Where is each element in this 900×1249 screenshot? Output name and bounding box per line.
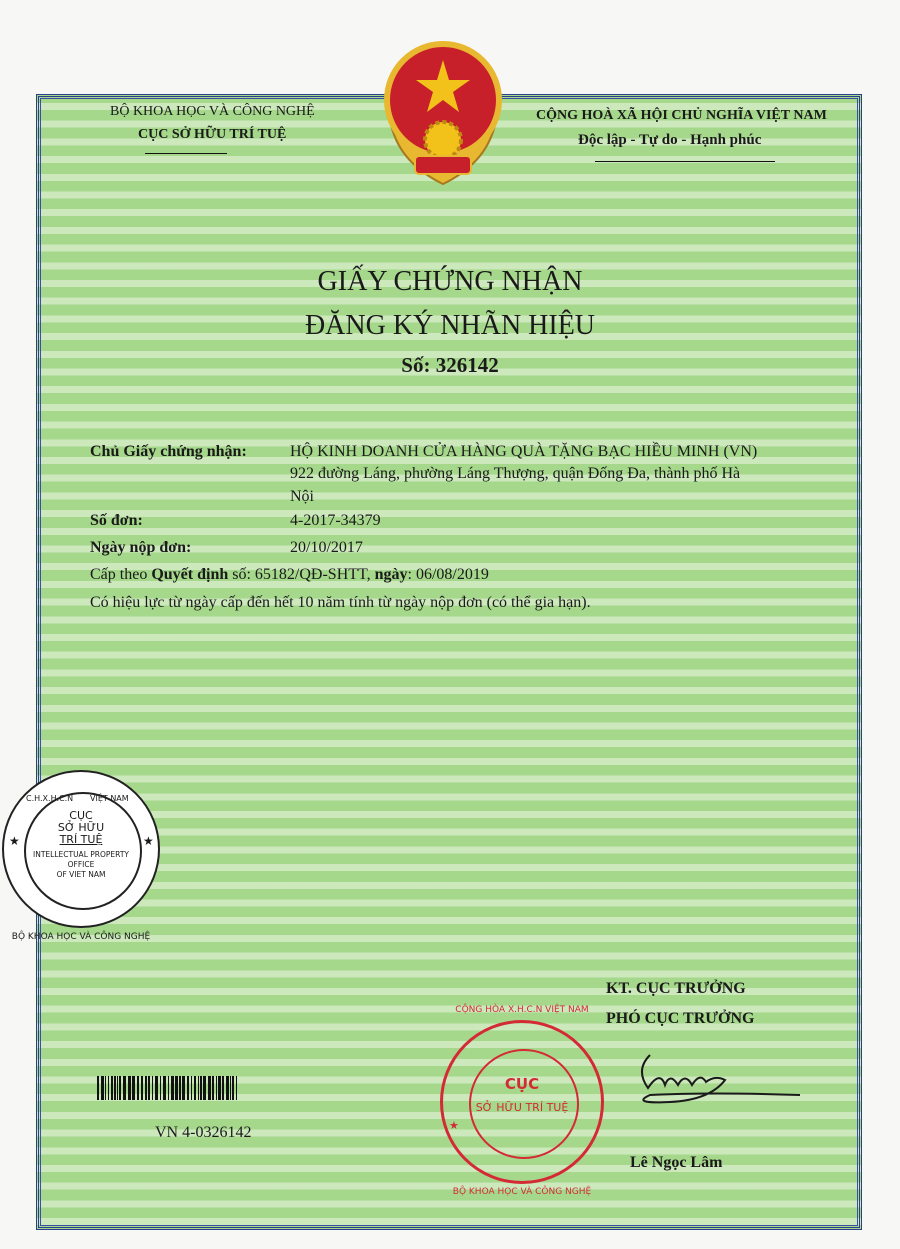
validity-text: Có hiệu lực từ ngày cấp đến hết 10 năm tính từ ngày nộp đơn (có thể gia hạn). bbox=[90, 594, 591, 611]
star-icon: ★ bbox=[143, 834, 154, 848]
barcode-bar bbox=[132, 1076, 135, 1100]
address-line-1: 922 đường Láng, phường Láng Thượng, quận Đống Đa, thành phố Hà bbox=[290, 465, 741, 482]
barcode-bar bbox=[191, 1076, 192, 1100]
star-icon: ★ bbox=[449, 1119, 459, 1132]
barcode-bar bbox=[137, 1076, 139, 1100]
seal-center-3: TRÍ TUỆ bbox=[59, 833, 103, 846]
barcode-bar bbox=[163, 1076, 166, 1100]
barcode-bar bbox=[105, 1076, 106, 1100]
barcode-bar bbox=[212, 1076, 214, 1100]
barcode-bar bbox=[168, 1076, 169, 1100]
barcode-bar bbox=[222, 1076, 224, 1100]
certificate-number: Số: 326142 bbox=[401, 353, 499, 377]
certificate-subtitle: ĐĂNG KÝ NHÃN HIỆU bbox=[304, 310, 596, 341]
national-motto: Độc lập - Tự do - Hạnh phúc bbox=[578, 132, 762, 148]
address-line-2: Nội bbox=[290, 488, 314, 505]
barcode-bar bbox=[200, 1076, 202, 1100]
seal-center-6: OF VIET NAM bbox=[56, 870, 106, 879]
holder-value: HỘ KINH DOANH CỬA HÀNG QUÀ TẶNG BẠC HIỀU MINH (VN) bbox=[290, 443, 758, 460]
barcode-bar bbox=[208, 1076, 211, 1100]
barcode-bar bbox=[171, 1076, 174, 1100]
barcode-bar bbox=[232, 1076, 234, 1100]
signature-title-1: KT. CỤC TRƯỞNG bbox=[606, 980, 746, 997]
seal-center-1: CỤC bbox=[69, 809, 93, 822]
barcode-bar bbox=[152, 1076, 153, 1100]
seal-top-right-text: VIỆT NAM bbox=[90, 794, 129, 803]
decision-date: : 06/08/2019 bbox=[407, 566, 489, 583]
red-seal-center-1: CỤC bbox=[504, 1075, 540, 1093]
motto-underline bbox=[595, 161, 775, 162]
red-seal-center-2: SỞ HỮU TRÍ TUỆ bbox=[475, 1101, 569, 1114]
decision-number: số: 65182/QĐ-SHTT, bbox=[228, 566, 375, 583]
barcode-bar bbox=[194, 1076, 196, 1100]
decision-label: Quyết định bbox=[151, 566, 229, 583]
signatory-name: Lê Ngọc Lâm bbox=[630, 1154, 723, 1171]
barcode-bar bbox=[182, 1076, 185, 1100]
national-emblem-icon bbox=[375, 36, 511, 188]
barcode-bar bbox=[141, 1076, 143, 1100]
barcode-bar bbox=[97, 1076, 99, 1100]
signature-title-2: PHÓ CỤC TRƯỞNG bbox=[606, 1010, 755, 1027]
red-seal-bottom-text: BỘ KHOA HỌC VÀ CÔNG NGHỆ bbox=[452, 1187, 592, 1197]
barcode-bar bbox=[198, 1076, 199, 1100]
red-seal-top-text: CỘNG HÒA X.H.C.N VIỆT NAM bbox=[455, 1005, 589, 1015]
filing-date-value: 20/10/2017 bbox=[290, 539, 363, 556]
decision-line bbox=[90, 566, 489, 584]
ministry-name: BỘ KHOA HỌC VÀ CÔNG NGHỆ bbox=[110, 104, 315, 119]
office-name: CỤC SỞ HỮU TRÍ TUỆ bbox=[138, 127, 287, 142]
barcode-bar bbox=[160, 1076, 161, 1100]
seal-center-4: INTELLECTUAL PROPERTY bbox=[33, 850, 129, 859]
handwritten-signature bbox=[610, 1040, 810, 1120]
barcode-bar bbox=[218, 1076, 221, 1100]
barcode-bar bbox=[101, 1076, 104, 1100]
filing-date-label: Ngày nộp đơn: bbox=[90, 539, 192, 556]
barcode-bar bbox=[187, 1076, 189, 1100]
country-name: CỘNG HOÀ XÃ HỘI CHỦ NGHĨA VIỆT NAM bbox=[536, 108, 827, 123]
holder-label: Chủ Giấy chứng nhận: bbox=[90, 443, 247, 460]
barcode-bar bbox=[230, 1076, 231, 1100]
barcode-bar bbox=[111, 1076, 113, 1100]
red-official-seal bbox=[440, 1020, 604, 1184]
barcode-bar bbox=[114, 1076, 116, 1100]
barcode-bar bbox=[119, 1076, 121, 1100]
decision-prefix: Cấp theo bbox=[90, 566, 152, 583]
office-seal bbox=[2, 770, 160, 928]
barcode-bar bbox=[148, 1076, 150, 1100]
certificate-title: GIẤY CHỨNG NHẬN bbox=[317, 266, 583, 297]
barcode-bar bbox=[145, 1076, 147, 1100]
barcode-bar bbox=[123, 1076, 126, 1100]
seal-center-5: OFFICE bbox=[67, 860, 95, 869]
barcode-bar bbox=[179, 1076, 181, 1100]
barcode-bar bbox=[216, 1076, 217, 1100]
barcode-number: VN 4-0326142 bbox=[155, 1124, 252, 1141]
seal-top-text: C.H.X.H.C.N bbox=[26, 794, 74, 803]
application-number-label: Số đơn: bbox=[90, 512, 143, 529]
barcode-bar bbox=[203, 1076, 206, 1100]
barcode-bar bbox=[155, 1076, 158, 1100]
seal-center-2: SỞ HỮU bbox=[57, 821, 105, 834]
seal-bottom-text: BỘ KHOA HỌC VÀ CÔNG NGHỆ bbox=[11, 932, 151, 942]
application-number-value: 4-2017-34379 bbox=[290, 512, 381, 529]
barcode-bar bbox=[226, 1076, 229, 1100]
barcode-bar bbox=[128, 1076, 131, 1100]
barcode-bar bbox=[108, 1076, 109, 1100]
barcode bbox=[97, 1076, 239, 1100]
barcode-bar bbox=[236, 1076, 237, 1100]
barcode-bar bbox=[175, 1076, 178, 1100]
office-underline bbox=[145, 153, 227, 154]
barcode-bar bbox=[117, 1076, 118, 1100]
star-icon: ★ bbox=[9, 834, 20, 848]
decision-date-label: ngày bbox=[374, 566, 408, 583]
